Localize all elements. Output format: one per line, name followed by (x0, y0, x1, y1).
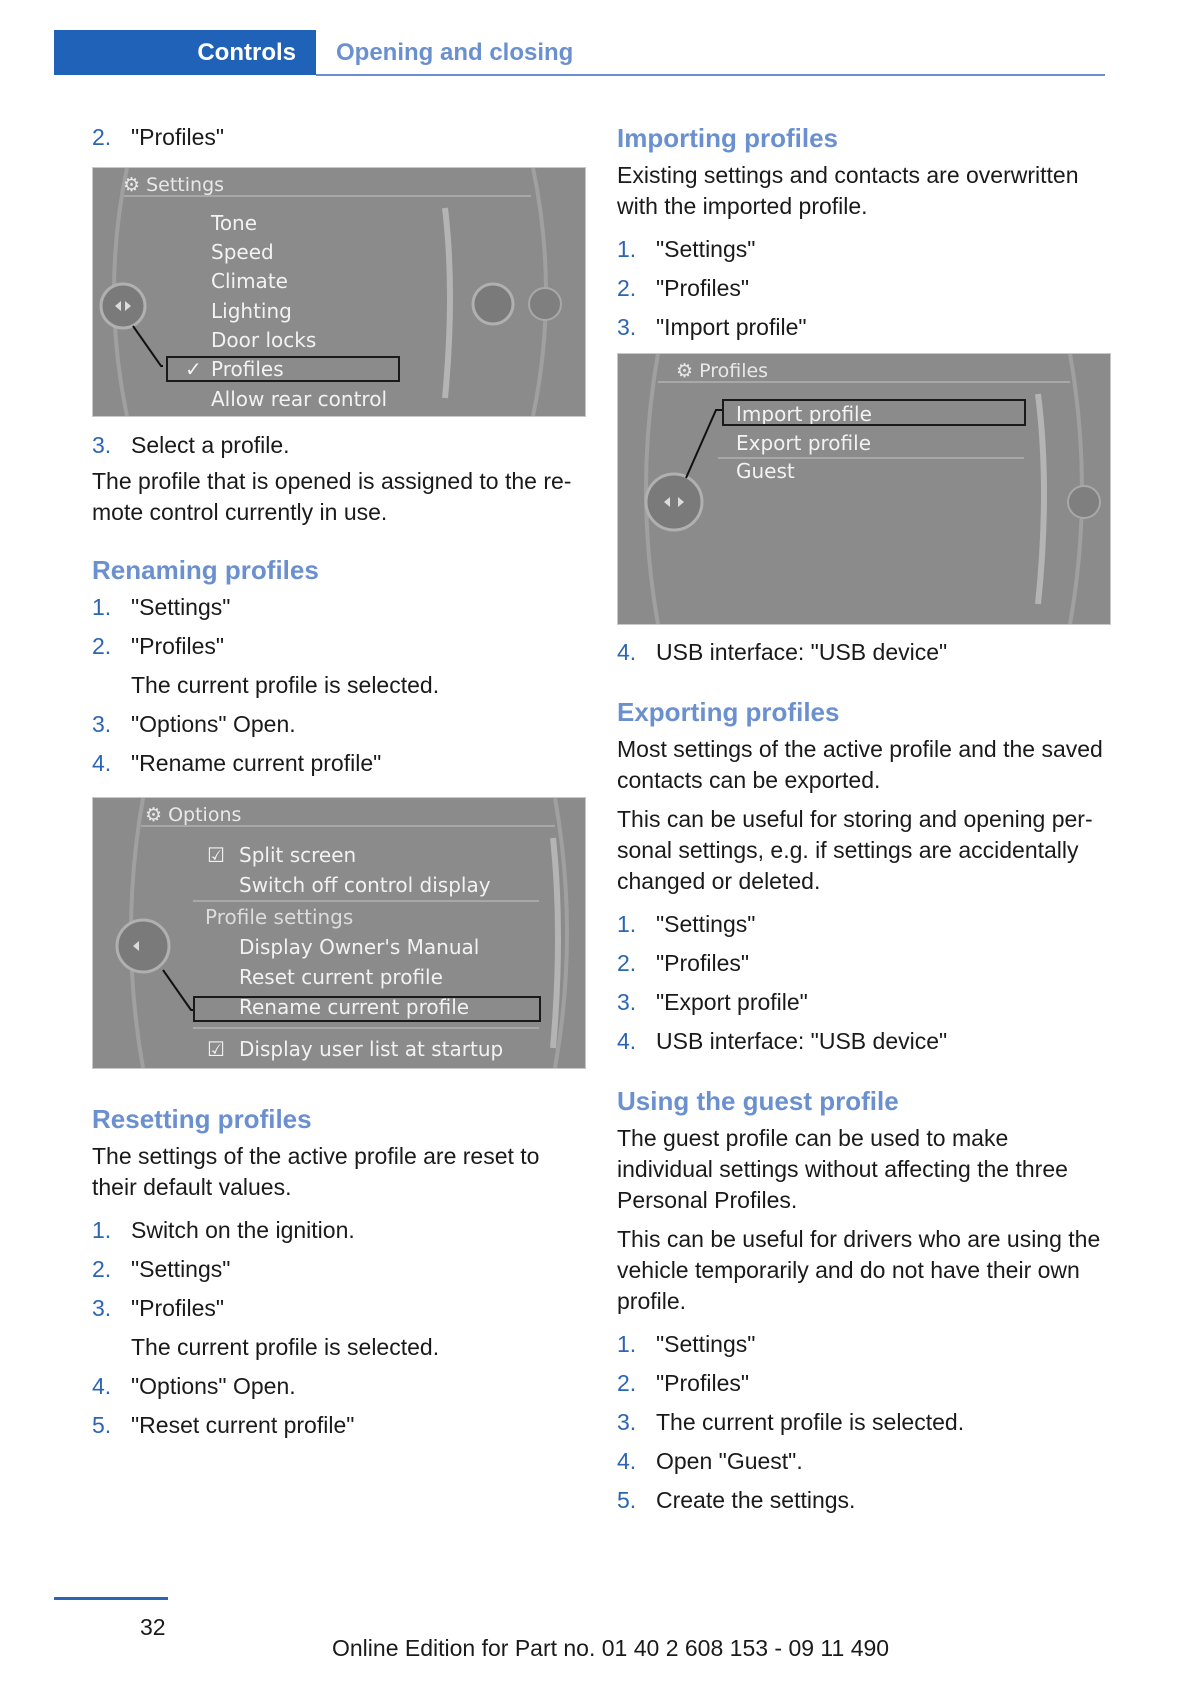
footer-rule (54, 1597, 168, 1600)
gear-icon: ⚙ (123, 174, 141, 196)
menu-item-switch-off-control-display[interactable]: Switch off control display (239, 873, 491, 897)
menu-item-import-profile[interactable]: Import profile (736, 402, 872, 426)
selection-highlight (166, 356, 400, 382)
list-item: 5. "Reset current profile" (92, 1412, 355, 1438)
renaming-steps (92, 592, 580, 779)
heading-using-the-guest-profile: Using the guest profile (617, 1086, 899, 1116)
check-icon: ✓ (185, 357, 202, 381)
list-item: 3. "Export profile" (617, 989, 808, 1015)
paragraph: The guest profile can be used to make individual settings without affecting the three Personal Profiles. (617, 1125, 1068, 1213)
list-item: 4. "Options" Open. (92, 1373, 296, 1399)
chapter-link-opening-and-closing[interactable]: Opening and closing (336, 39, 574, 66)
screen-frame-graphic (618, 354, 1110, 624)
heading-exporting-profiles: Exporting profiles (617, 697, 840, 727)
list-item: 3. The current profile is selected. (617, 1409, 965, 1435)
list-item (92, 122, 580, 153)
menu-item-display-owners-manual[interactable]: Display Owner's Manual (239, 935, 480, 959)
left-column (92, 122, 580, 1449)
step-note: The current profile is selected. (131, 672, 440, 698)
idrive-settings-screenshot (92, 167, 586, 417)
gear-icon: ⚙ (145, 804, 163, 826)
paragraph: Existing settings and contacts are overwritten with the imported profile. (617, 162, 1079, 219)
list-item: 3. "Profiles" (92, 1295, 225, 1321)
paragraph: Most settings of the active profile and the saved contacts can be exported. (617, 736, 1103, 793)
section-label-profile-settings: Profile settings (205, 905, 354, 929)
menu-item-export-profile[interactable]: Export profile (736, 431, 871, 455)
edition-note: Online Edition for Part no. 01 40 2 608 153 - 09 11 490 (332, 1635, 890, 1661)
menu-item-allow-rear-control[interactable]: Allow rear control (211, 387, 387, 411)
step-number: 3. (92, 432, 112, 458)
step-number: 2. (92, 124, 112, 150)
menu-item-tone[interactable]: Tone (211, 211, 258, 235)
menu-item-reset-current-profile[interactable]: Reset current profile (239, 965, 443, 989)
list-item: 4. "Rename current profile" (92, 750, 382, 776)
menu-item-rename-current-profile[interactable]: Rename current profile (239, 995, 470, 1019)
list-item: 3. "Import profile" (617, 314, 807, 340)
menu-item-guest[interactable]: Guest (736, 459, 795, 483)
screen-title: ⚙ Profiles (676, 360, 769, 382)
menu-item-profiles[interactable]: Profiles (211, 357, 284, 381)
list-item: 1. "Settings" (92, 594, 231, 620)
guest-steps (617, 1329, 1105, 1516)
list-item: 2. "Profiles" (617, 950, 750, 976)
step-text: "Profiles" (131, 124, 225, 150)
step-note: The current profile is selected. (131, 1334, 440, 1360)
list-item: 1. Switch on the ignition. (92, 1217, 355, 1243)
list-item: 3. "Options" Open. (92, 711, 296, 737)
menu-item-lighting[interactable]: Lighting (211, 299, 292, 323)
heading-importing-profiles: Importing profiles (617, 123, 838, 153)
menu-item-climate[interactable]: Climate (211, 269, 288, 293)
list-item: 4. USB interface: "USB device" (617, 1028, 948, 1054)
exporting-steps (617, 909, 1105, 1057)
section-tab-controls[interactable]: Controls (54, 30, 316, 75)
paragraph: The profile that is opened is assigned to the re‐mote control currently in use. (92, 468, 572, 525)
page-number: 32 (140, 1614, 166, 1640)
list-item: 2. "Profiles" (617, 275, 750, 301)
paragraph: The settings of the active profile are reset to their default values. (92, 1143, 540, 1200)
right-column (617, 122, 1105, 1524)
list-item: 4. USB interface: "USB device" (617, 639, 948, 665)
importing-steps (617, 234, 1105, 343)
heading-renaming-profiles: Renaming profiles (92, 555, 319, 585)
step-text: Select a profile. (131, 432, 290, 458)
list-item (92, 430, 580, 461)
menu-item-display-user-list-at-startup[interactable]: Display user list at startup (239, 1037, 504, 1061)
screen-title: ⚙ Options (145, 804, 242, 826)
menu-item-split-screen[interactable]: Split screen (239, 843, 357, 867)
idrive-profiles-screenshot (617, 353, 1111, 625)
list-item: 1. "Settings" (617, 1331, 756, 1357)
resetting-steps (92, 1215, 580, 1441)
list-item: 2. "Profiles" (92, 633, 225, 659)
menu-item-door-locks[interactable]: Door locks (211, 328, 317, 352)
heading-resetting-profiles: Resetting profiles (92, 1104, 312, 1134)
screen-title: ⚙ Settings (123, 174, 225, 196)
list-item: 2. "Profiles" (617, 1370, 750, 1396)
list-item: 5. Create the settings. (617, 1487, 856, 1513)
menu-item-speed[interactable]: Speed (211, 240, 274, 264)
header-rule (316, 74, 1105, 76)
selection-highlight (193, 996, 541, 1022)
paragraph: This can be useful for storing and opening per‐sonal settings, e.g. if settings are accidentally changed or deleted. (617, 806, 1093, 894)
idrive-options-screenshot (92, 797, 586, 1069)
checkbox-icon[interactable]: ☑ (207, 1037, 225, 1061)
list-item: 4. Open "Guest". (617, 1448, 803, 1474)
paragraph: This can be useful for drivers who are using the vehicle temporarily and do not have their own profile. (617, 1226, 1101, 1314)
list-item: 1. "Settings" (617, 911, 756, 937)
list-item: 2. "Settings" (92, 1256, 231, 1282)
gear-icon: ⚙ (676, 360, 694, 382)
selection-highlight (722, 399, 1026, 426)
checkbox-icon[interactable]: ☑ (207, 843, 225, 867)
list-item: 1. "Settings" (617, 236, 756, 262)
